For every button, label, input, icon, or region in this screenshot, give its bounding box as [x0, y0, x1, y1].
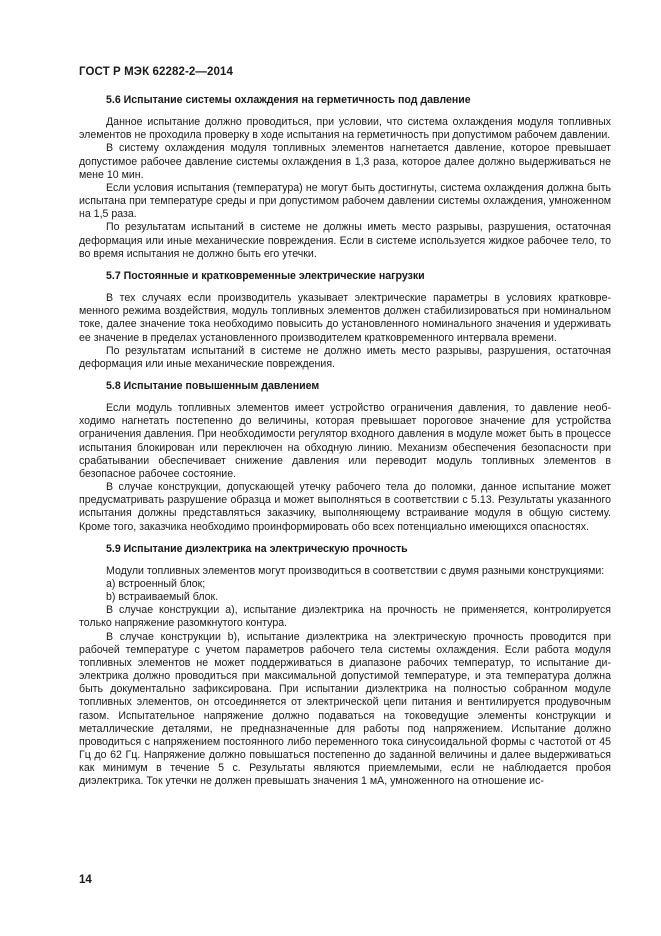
section-heading: 5.6 Испытание системы охлаждения на герметичность под давление — [106, 94, 471, 106]
paragraph: Модули топливных элементов могут производиться в соответствии с двумя разными конструкциями: — [106, 564, 605, 577]
list-item: b) встраиваемый блок. — [106, 591, 219, 604]
paragraph: В тех случаях если производитель указывает электрические параметры в условиях кратковременного режима воздействия, модуль топливных элементов должен стабилизироваться при номинальном токе, далее значение тока необходимо повысить до установленного номинального значения и удерживать ее значение в пределах установленного производителем кратковременного интервала времени. — [79, 292, 611, 344]
paragraph: Если модуль топливных элементов имеет устройство ограничения давления, то давление необходимо нагнетать постепенно до величины, которая превышает пороговое значение для устройства ограничения давления. При необходимости регулятор входного давления в модуле может быть в процессе испытания блокирован или переключен на обходную линию. Механизм обеспечения безопасности при срабатывании обеспечивает снижение давления или переводит модуль топливных элементов в безопасное рабочее состояние. — [79, 402, 611, 480]
list-item: a) встроенный блок; — [106, 578, 206, 590]
paragraph: В систему охлаждения модуля топливных элементов нагнетается давление, которое превышает допустимое рабочее давление системы охлаждения в 1,3 раза, которое далее должно выдерживаться не мене 10 мин. — [79, 142, 611, 181]
section-heading: 5.8 Испытание повышенным давлением — [106, 379, 320, 392]
document-header: ГОСТ Р МЭК 62282-2—2014 — [79, 66, 233, 78]
paragraph: В случае конструкции b), испытание диэлектрика на электрическую прочность проводится при рабочей температуре с учетом параметров рабочего тела системы охлаждения. Если работа модуля топливных элементов не может поддерживаться в диапазоне рабочих температур, то испытание диэлектрика должно проводиться при максимальной допустимой температуре, и эта температура должна быть документально зафиксирована. При испытании диэлектрика на полностью собранном модуле топливных элементов, он отсоединяется от электрической цепи питания и вентилируется продувочным газом. Испытательное напряжение должно подаваться на токоведущие элементы конструкции и металлические деталями, не предназначенные для работы под напряжением. Испытание должно проводиться с напряжением постоянного либо переменного тока синусоидальной формы с частотой от 45 Гц до 62 Гц. Напряжение должно повышаться постепенно до заданной величины и далее выдерживаться как минимум в течение 5 с. Результаты являются приемлемыми, если не наблюдается пробоя диэлектрика. Ток утечки не должен превышать значения 1 мА, умноженного на отношение ис- — [79, 630, 611, 788]
section-heading: 5.9 Испытание диэлектрика на электрическую прочность — [106, 542, 408, 555]
paragraph: В случае конструкции а), испытание диэлектрика на прочность не применяется, контролируется только напряжение разомкнутого контура. — [79, 604, 611, 630]
paragraph: По результатам испытаний в системе не должны иметь место разрывы, разрушения, остаточная деформация или иные механические повреждения. Если в системе используется жидкое рабочее тело, то во время испытания не должно быть его утечки. — [79, 221, 611, 260]
page-number: 14 — [79, 874, 92, 886]
paragraph: Если условия испытания (температура) не могут быть достигнуты, система охлаждения должна быть испытана при температуре среды и при допустимом рабочем давлении системы охлаждения, умноженном на 1,5 раза. — [79, 181, 611, 221]
document-body — [79, 94, 611, 789]
section-heading: 5.7 Постоянные и кратковременные электрические нагрузки — [106, 269, 425, 282]
paragraph: По результатам испытаний в системе не должно иметь место разрывы, разрушения, остаточная деформация или иные механические повреждения. — [79, 344, 611, 370]
paragraph: В случае конструкции, допускающей утечку рабочего тела до поломки, данное испытание может предусматривать разрушение образца и может выполняться в соответствии с 5.13. Результаты указанного испытания должны представляться заказчику, выполняющему встраивание модуля в общую систему. Кроме того, заказчика необходимо проинформировать обо всех потенциально имеющихся опасностях. — [79, 481, 611, 533]
paragraph: Данное испытание должно проводиться, при условии, что система охлаждения модуля топливных элементов не проходила проверку в ходе испытания на герметичность при допустимом рабочем давлении. — [79, 116, 611, 142]
